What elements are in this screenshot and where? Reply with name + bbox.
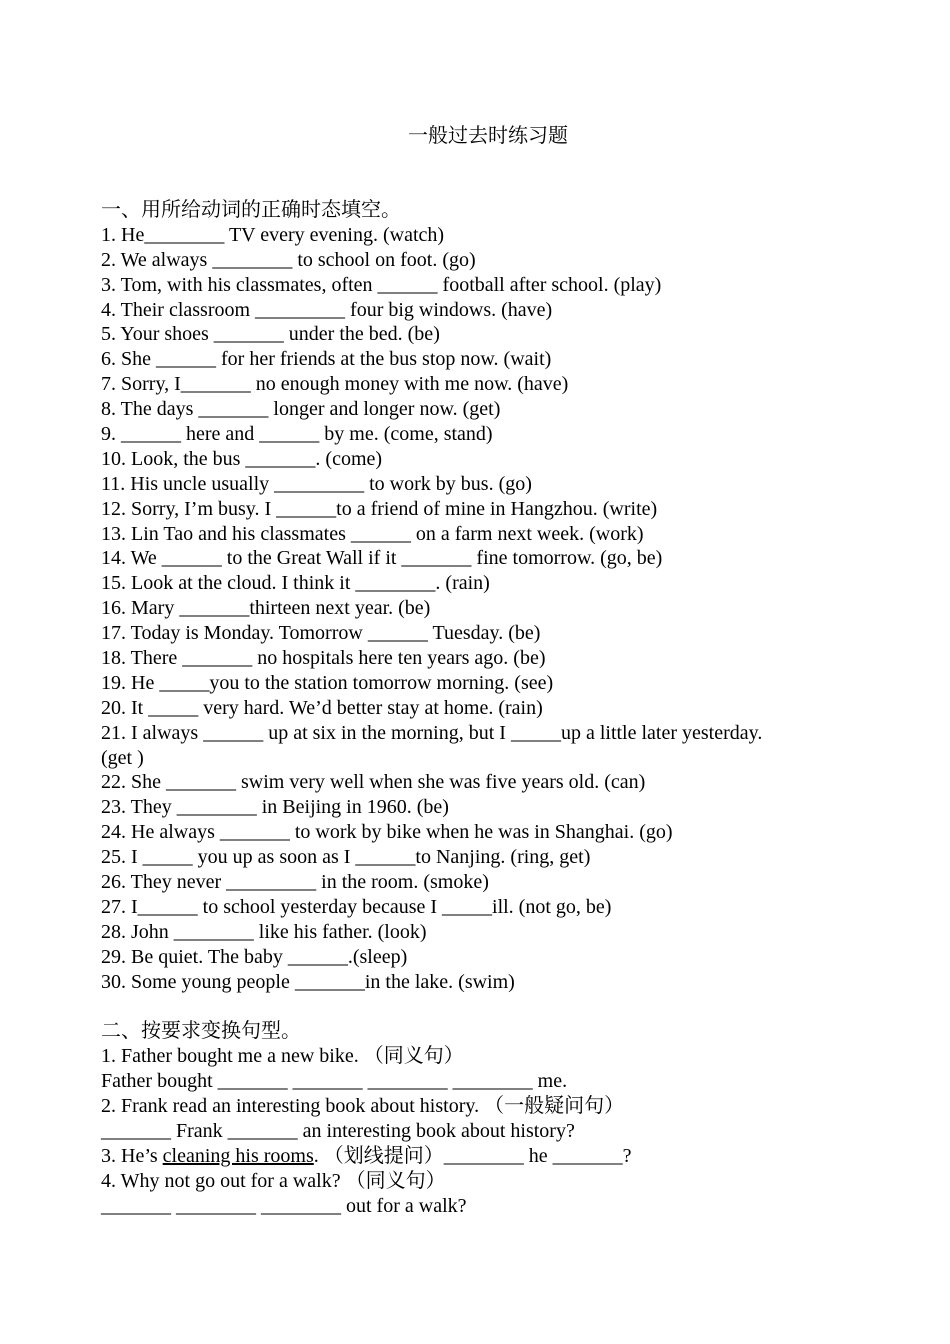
exercise-line: 2. Frank read an interesting book about history. （一般疑问句）: [101, 1095, 625, 1118]
exercise-line: [101, 1144, 861, 1169]
section-gap: [101, 995, 861, 1020]
section1-heading: 一、用所给动词的正确时态填空。: [101, 199, 401, 221]
exercise-item: 14. We ______ to the Great Wall if it _______ fine tomorrow. (go, be): [101, 547, 663, 570]
exercise-item: (get ): [101, 746, 144, 769]
exercise-item: 3. Tom, with his classmates, often ______ football after school. (play): [101, 273, 662, 296]
underlined-phrase: cleaning his rooms: [162, 1144, 314, 1167]
exercise-item: 23. They ________ in Beijing in 1960. (be): [101, 796, 449, 819]
exercise-item: 1. He________ TV every evening. (watch): [101, 223, 445, 246]
page-title: 一般过去时练习题: [408, 125, 568, 147]
line-prefix: 3. He’s: [101, 1144, 163, 1167]
exercise-item: 7. Sorry, I_______ no enough money with me now. (have): [101, 373, 569, 396]
exercise-item: 13. Lin Tao and his classmates ______ on a farm next week. (work): [101, 522, 644, 545]
answer-line: _______ Frank _______ an interesting book about history?: [101, 1119, 575, 1142]
exercise-item: 30. Some young people _______in the lake. (swim): [101, 970, 515, 993]
exercise-item: 27. I______ to school yesterday because I _____ill. (not go, be): [101, 895, 612, 918]
exercise-line: 4. Why not go out for a walk? （同义句）: [101, 1169, 446, 1192]
exercise-item: 20. It _____ very hard. We’d better stay at home. (rain): [101, 696, 543, 719]
exercise-item: 9. ______ here and ______ by me. (come, stand): [101, 423, 493, 446]
line-suffix: . （划线提问）________ he _______?: [313, 1144, 632, 1167]
exercise-line: 1. Father bought me a new bike. （同义句）: [101, 1045, 464, 1068]
exercise-item: 18. There _______ no hospitals here ten years ago. (be): [101, 647, 546, 670]
exercise-item: 24. He always _______ to work by bike when he was in Shanghai. (go): [101, 821, 673, 844]
section1-list: [101, 223, 861, 995]
exercise-item: 21. I always ______ up at six in the morning, but I _____up a little later yesterday.: [101, 721, 763, 744]
exercise-item: 15. Look at the cloud. I think it ________. (rain): [101, 572, 490, 595]
document-body: [101, 198, 861, 1219]
answer-line: _______ ________ ________ out for a walk?: [101, 1194, 467, 1217]
exercise-item: 29. Be quiet. The baby ______.(sleep): [101, 945, 408, 968]
exercise-item: 10. Look, the bus _______. (come): [101, 447, 383, 470]
exercise-item: 2. We always ________ to school on foot. (go): [101, 248, 476, 271]
exercise-item: 6. She ______ for her friends at the bus stop now. (wait): [101, 348, 552, 371]
exercise-item: 22. She _______ swim very well when she was five years old. (can): [101, 771, 646, 794]
exercise-item: 28. John ________ like his father. (look): [101, 920, 427, 943]
exercise-item: 25. I _____ you up as soon as I ______to Nanjing. (ring, get): [101, 846, 591, 869]
exercise-item: 26. They never _________ in the room. (smoke): [101, 871, 489, 894]
exercise-item: 11. His uncle usually _________ to work by bus. (go): [101, 472, 532, 495]
exercise-item: 19. He _____you to the station tomorrow morning. (see): [101, 671, 554, 694]
exercise-item: 12. Sorry, I’m busy. I ______to a friend of mine in Hangzhou. (write): [101, 497, 658, 520]
answer-line: Father bought _______ _______ ________ ________ me.: [101, 1070, 568, 1093]
exercise-item: 16. Mary _______thirteen next year. (be): [101, 597, 431, 620]
exercise-item: 8. The days _______ longer and longer now. (get): [101, 398, 501, 421]
exercise-item: 5. Your shoes _______ under the bed. (be): [101, 323, 440, 346]
section2-heading: 二、按要求变换句型。: [101, 1020, 301, 1043]
exercise-item: 17. Today is Monday. Tomorrow ______ Tuesday. (be): [101, 622, 541, 645]
exercise-item: 4. Their classroom _________ four big windows. (have): [101, 298, 553, 321]
